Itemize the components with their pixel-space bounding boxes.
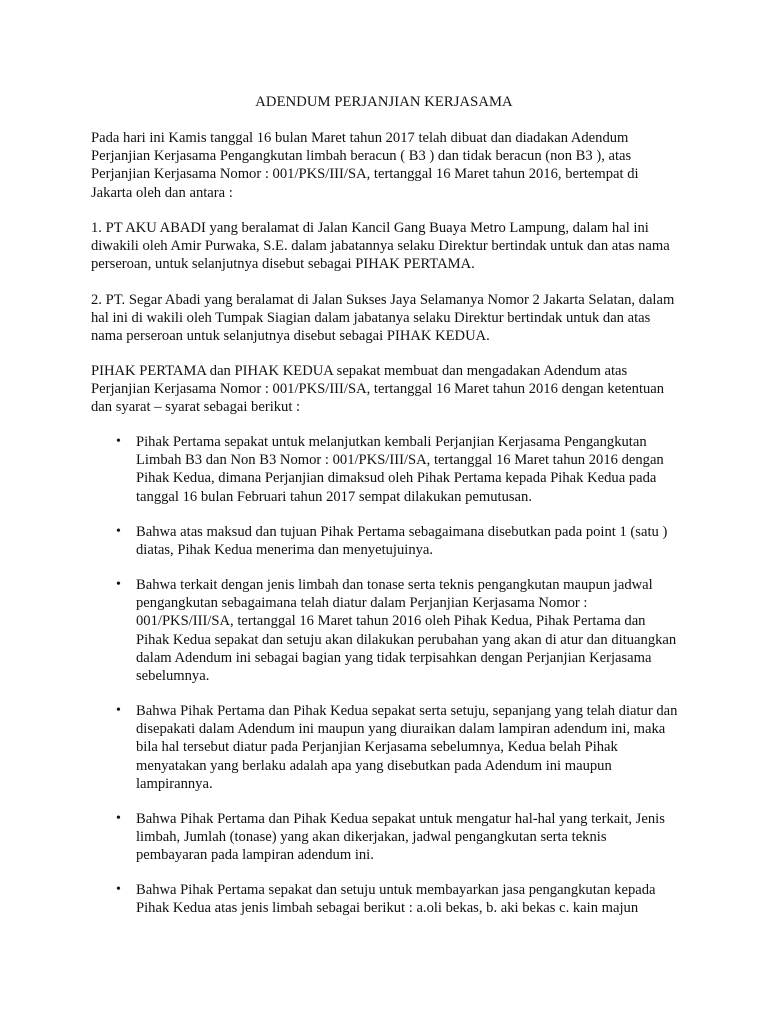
bullet-text: Bahwa atas maksud dan tujuan Pihak Pertama sebagaimana disebutkan pada point 1 (satu ) diatas, Pihak Kedua menerima dan menyetujuinya. [136, 524, 668, 559]
bullet-icon: • [116, 434, 121, 449]
bullet-text: Bahwa terkait dengan jenis limbah dan tonase serta teknis pengangkutan maupun jadwal pengangkutan sebagaimana telah diatur dalam Perjanjian Kerjasama Nomor : 001/PKS/III/SA, tertanggal 16 Maret tahun 2016 oleh Pihak Kedua, Pihak Pertama dan Pihak Kedua sepakat dan setuju akan dilakukan perubahan yang akan di atur dan dituangkan dalam Adendum ini sebagai bagian yang tidak terpisahkan dengan Perjanjian Kerjasama sebelumnya. [136, 577, 677, 685]
bullet-icon: • [116, 524, 121, 539]
bullet-text: Bahwa Pihak Pertama dan Pihak Kedua sepakat untuk mengatur hal-hal yang terkait, Jenis limbah, Jumlah (tonase) yang akan dikerjakan, jadwal pengangkutan serta teknis pembayaran pada lampiran adendum ini. [136, 811, 665, 864]
bullet-text: Bahwa Pihak Pertama sepakat dan setuju untuk membayarkan jasa pengangkutan kepada Pihak Kedua atas jenis limbah sebagai berikut : a.oli bekas, b. aki bekas c. kain majun [136, 882, 656, 917]
opening-paragraph: Pada hari ini Kamis tanggal 16 bulan Maret tahun 2017 telah dibuat dan diadakan Adendum Perjanjian Kerjasama Pengangkutan limbah beracun ( B3 ) dan tidak beracun (non B3 ), atas Perjanjian Kerjasama Nomor : 001/PKS/III/SA, tertanggal 16 Maret tahun 2016, bertempat di Jakarta oleh dan antara : [91, 130, 639, 201]
bullet-icon: • [116, 882, 121, 897]
bullet-text: Pihak Pertama sepakat untuk melanjutkan kembali Perjanjian Kerjasama Pengangkutan Limbah B3 dan Non B3 Nomor : 001/PKS/III/SA, tertanggal 16 Maret tahun 2016 dengan Pihak Kedua, dimana Perjanjian dimaksud oleh Pihak Pertama kepada Pihak Kedua pada tanggal 16 bulan Februari tahun 2017 sempat dilakukan pemutusan. [136, 434, 664, 505]
document-title: ADENDUM PERJANJIAN KERJASAMA [255, 94, 513, 110]
party-two-paragraph: 2. PT. Segar Abadi yang beralamat di Jalan Sukses Jaya Selamanya Nomor 2 Jakarta Selatan, dalam hal ini di wakili oleh Tumpak Siagian dalam jabatanya selaku Direktur bertindak untuk dan atas nama perseroan untuk selanjutnya disebut sebagai PIHAK KEDUA. [91, 292, 675, 345]
bullet-icon: • [116, 577, 121, 592]
agreement-terms-intro: PIHAK PERTAMA dan PIHAK KEDUA sepakat membuat dan mengadakan Adendum atas Perjanjian Kerjasama Nomor : 001/PKS/III/SA, tertanggal 16 Maret tahun 2016 dengan ketentuan dan syarat – syarat sebagai berikut : [91, 363, 665, 416]
bullet-icon: • [116, 703, 121, 718]
bullet-icon: • [116, 811, 121, 826]
party-one-paragraph: 1. PT AKU ABADI yang beralamat di Jalan Kancil Gang Buaya Metro Lampung, dalam hal ini diwakili oleh Amir Purwaka, S.E. dalam jabatannya selaku Direktur bertindak untuk dan atas nama perseroan, untuk selanjutnya disebut sebagai PIHAK PERTAMA. [91, 220, 670, 273]
bullet-text: Bahwa Pihak Pertama dan Pihak Kedua sepakat serta setuju, sepanjang yang telah diatur dan disepakati dalam Adendum ini maupun yang diuraikan dalam lampiran adendum ini, maka bila hal tersebut diatur pada Perjanjian Kerjasama sebelumnya, Kedua belah Pihak menyatakan yang berlaku adalah apa yang disebutkan pada Adendum ini maupun lampirannya. [136, 703, 678, 792]
